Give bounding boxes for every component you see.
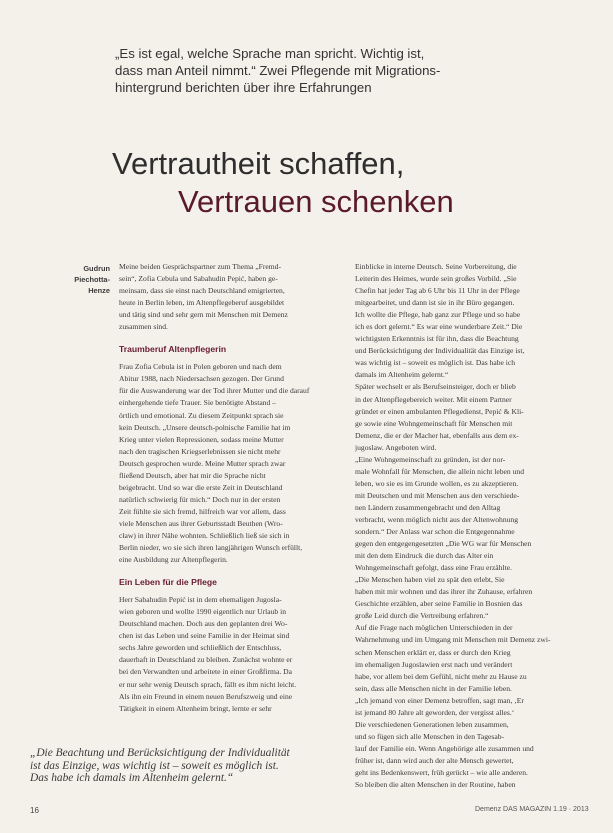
text-line: nach den tragischen Kriegserlebnissen sie nicht mehr — [119, 446, 281, 456]
text-line: Ich wollte die Pflege, hab ganz zur Pflege und so habe — [355, 310, 521, 320]
text-line: Wahrnehmung und im Umgang mit Menschen mit Demenz zwi- — [355, 635, 551, 645]
text-line: Tätigkeit in einem Altenheim bringt, lernte er sehr — [119, 703, 272, 713]
text-line: Leiterin des Heimes, wurde sein großes Vorbild. „Sie — [355, 274, 517, 284]
text-line: jugoslaw. Angeboten wird. — [355, 442, 437, 452]
lead-line: hintergrund berichten über ihre Erfahrungen — [115, 80, 372, 95]
text-line: und Berücksichtigung der Individualität das Einzige ist, — [355, 346, 525, 356]
text-line: zusammen sind. — [119, 322, 168, 332]
text-line: örtlich und emotional. Zu diesem Zeitpunkt sprach sie — [119, 410, 284, 420]
text-line: viele Menschen aus ihrer Geburtsstadt Beuthen (Wro- — [119, 518, 283, 528]
text-line: fließend Deutsch, aber hat mir die Sprache nicht — [119, 470, 266, 480]
text-line: mitgearbeitet, und dann ist sie in ihr Büro gegangen. — [355, 298, 515, 308]
pull-quote — [30, 747, 360, 785]
text-line: gegen den entgegengesetzten „Die WG war für Menschen — [355, 539, 532, 549]
text-line: Geschichte erzählen, aber seine Familie in Bosnien das — [355, 599, 523, 609]
journal-footer: Demenz DAS MAGAZIN 1.19 · 2013 — [475, 806, 589, 813]
lead-line: dass man Anteil nimmt.“ Zwei Pflegende mit Migrations- — [115, 63, 441, 78]
text-line: Deutschland machen. Doch aus den geplanten drei Wo- — [119, 619, 288, 629]
text-line: Chefin hat jeder Tag ab 6 Uhr bis 11 Uhr in der Pflege — [355, 286, 520, 296]
body-paragraph — [355, 622, 575, 791]
text-line: lauf der Familie ein. Wenn Angehörige alle zusammen und — [355, 743, 534, 753]
text-line: früher ist, dann wird auch der alte Mensch gewertet, — [355, 755, 514, 765]
subheading-leben-pflege: Ein Leben für die Pflege — [119, 577, 217, 588]
text-line: Berlin nieder, wo sie sich ihren langjährigen Wunsch erfüllt, — [119, 543, 303, 553]
text-line: kein Deutsch. „Unsere deutsch-polnische Familie hat im — [119, 422, 291, 432]
text-line: beigebracht. Und so war die erste Zeit in Deutschland — [119, 482, 283, 492]
author-first-name: Gudrun — [83, 264, 110, 273]
text-line: damals im Altenheim gelernt.“ — [355, 370, 449, 380]
intro-paragraph — [119, 261, 337, 333]
text-line: „Die Menschen haben viel zu spät den erlebt, Sie — [355, 575, 505, 585]
body-paragraph — [355, 261, 575, 381]
text-line: dauerhaft in Deutschland zu bleiben. Zunächst wohnte er — [119, 655, 293, 665]
text-line: „Eine Wohngemeinschaft zu gründen, ist der nor- — [355, 454, 506, 464]
pull-quote-line: „Die Beachtung und Berücksichtigung der Individualität — [30, 747, 290, 759]
text-line: einhergehende tiefe Trauer. Sie benötigte Abstand – — [119, 398, 276, 408]
text-line: bei den Verwandten und arbeitete in einer Großfirma. Da — [119, 667, 292, 677]
text-line: nen Ländern zusammengebracht und den Alltag — [355, 502, 501, 512]
text-line: was wichtig ist – soweit es möglich ist. Das habe ich — [355, 358, 516, 368]
text-line: Auf die Frage nach möglichen Unterschieden in der — [355, 623, 513, 633]
text-line: So bleiben die alten Menschen in der Routine, haben — [355, 780, 516, 790]
text-line: große Leid durch die Vertreibung erfahren.“ — [355, 611, 489, 621]
pull-quote-line: ist das Einzige, was wichtig ist – soweit es möglich ist. — [30, 759, 279, 772]
text-line: Zeit fühlte sie sich fremd, hilfreich war vor allem, dass — [119, 506, 286, 516]
pull-quote-line: Das habe ich damals im Altenheim gelernt.“ — [30, 772, 234, 784]
text-line: in der Altenpflegebereich weiter. Mit einem Partner — [355, 394, 512, 404]
text-line: und tätig sind und sehr gern mit Menschen mit Demenz — [119, 310, 288, 320]
title-line-2: Vertrauen schenken — [178, 184, 454, 219]
text-line: leben, wo sie es im Grunde wollen, es zu akzeptieren. — [355, 478, 519, 488]
text-line: ich es dort gelernt.“ Es war eine wunderbare Zeit.“ Die — [355, 322, 523, 332]
text-line: gründet er einen ambulanten Pflegedienst, Pepić & Kli- — [355, 406, 524, 416]
text-line: im ehemaligen Jugoslawien erst nach und verändert — [355, 659, 513, 669]
text-line: wichtigsten Erkenntnis ist für ihn, dass die Beachtung — [355, 334, 519, 344]
lead-paragraph — [115, 45, 545, 96]
text-line: sein“, Zofia Cebula und Sabahudin Pepić, haben ge- — [119, 274, 278, 284]
text-line: für die Auswanderung war der Tod ihrer Mutter und die darauf — [119, 386, 310, 396]
text-line: eine Ausbildung zur Altenpflegerin. — [119, 555, 228, 565]
text-line: sondern.“ Der Anlass war schon die Entgegennahme — [355, 527, 515, 537]
author-byline — [60, 263, 110, 296]
body-paragraph — [119, 361, 337, 566]
subheading-traumberuf: Traumberuf Altenpflegerin — [119, 344, 227, 355]
column-middle — [119, 261, 337, 715]
text-line: mit den dem Eindruck die durch das Alter ein — [355, 551, 494, 561]
text-line: haben mit mir wohnen und das ihrer ihr Zuhause, erfahren — [355, 587, 533, 597]
text-line: Einblicke in interne Deutsch. Seine Vorbereitung, die — [355, 262, 517, 271]
text-line: sechs Jahre geworden und schließlich der Entschluss, — [119, 643, 282, 653]
body-paragraph — [355, 454, 575, 623]
text-line: ist jemand 80 Jahre alt geworden, der vergisst alles.‘ — [355, 707, 515, 717]
column-right — [355, 261, 575, 791]
text-line: und so fügen sich alle Menschen in den Tagesab- — [355, 731, 505, 741]
lead-line: „Es ist egal, welche Sprache man spricht. Wichtig ist, — [115, 46, 425, 61]
text-line: mit Deutschen und mit Menschen aus den verschiede- — [355, 490, 520, 500]
text-line: natürlich schwierig für mich.“ Doch nur in der ersten — [119, 494, 281, 504]
text-line: sein, dass alle Menschen nicht in der Familie leben. — [355, 683, 512, 693]
text-line: Die verschiedenen Generationen leben zusammen, — [355, 719, 509, 729]
text-line: habe, vor allem bei dem Gefühl, nicht mehr zu Hause zu — [355, 671, 527, 681]
text-line: heute in Berlin leben, im Altenpflegeberuf ausgebildet — [119, 298, 285, 308]
text-line: Deutsch gesprochen wurde. Meine Mutter sprach zwar — [119, 458, 286, 468]
text-line: schen Menschen erklärt er, dass er durch den Krieg — [355, 647, 511, 657]
text-line: Demenz, die er der Macher hat, ebenfalls aus dem ex- — [355, 430, 519, 440]
text-line: Als ihn ein Freund in einem neuen Berufszweig und eine — [119, 691, 293, 701]
text-line: Frau Zofia Cebula ist in Polen geboren und nach dem — [119, 362, 282, 372]
text-line: verbracht, wenn möglich nicht aus der Altenwohnung — [355, 514, 519, 524]
text-line: wien geboren und wollte 1990 eigentlich nur Urlaub in — [119, 607, 287, 617]
text-line: Später wechselt er als Berufseinsteiger, doch er blieb — [355, 382, 516, 392]
text-line: geht ins Bedenkenswert, früh gerückt – wie alle anderen. — [355, 767, 528, 777]
text-line: male Wohnfall für Menschen, die allein nicht leben und — [355, 466, 525, 476]
author-last-name: Piechotta-Henze — [74, 275, 110, 295]
title-line-1: Vertrautheit schaffen, — [112, 146, 405, 181]
text-line: Wohngemeinschaft gefolgt, dass eine Frau erzählte. — [355, 563, 512, 573]
body-paragraph — [119, 594, 337, 714]
text-line: chen ist das Leben und seine Familie in der Heimat sind — [119, 631, 290, 641]
text-line: ge sowie eine Wohngemeinschaft für Menschen mit — [355, 418, 513, 428]
text-line: meinsam, dass sie einst nach Deutschland emigrierten, — [119, 286, 285, 296]
page-number: 16 — [30, 806, 39, 815]
body-paragraph — [355, 381, 575, 453]
text-line: Meine beiden Gesprächspartner zum Thema „Fremd- — [119, 262, 282, 271]
text-line: Abitur 1988, nach Niedersachsen gezogen. Der Grund — [119, 374, 284, 384]
text-line: Herr Sabahudin Pepić ist in dem ehemaligen Jugosla- — [119, 595, 282, 605]
text-line: cław) in ihrer Nähe wohnten. Schließlich ließ sie sich in — [119, 530, 290, 540]
text-line: er nur sehr wenig Deutsch sprach, fällt es ihm nicht leicht. — [119, 679, 297, 689]
text-line: Krieg unter vielen Repressionen, sodass meine Mutter — [119, 434, 284, 444]
text-line: „Ich jemand von einer Demenz betroffen, sagt man, ‚Er — [355, 695, 524, 705]
